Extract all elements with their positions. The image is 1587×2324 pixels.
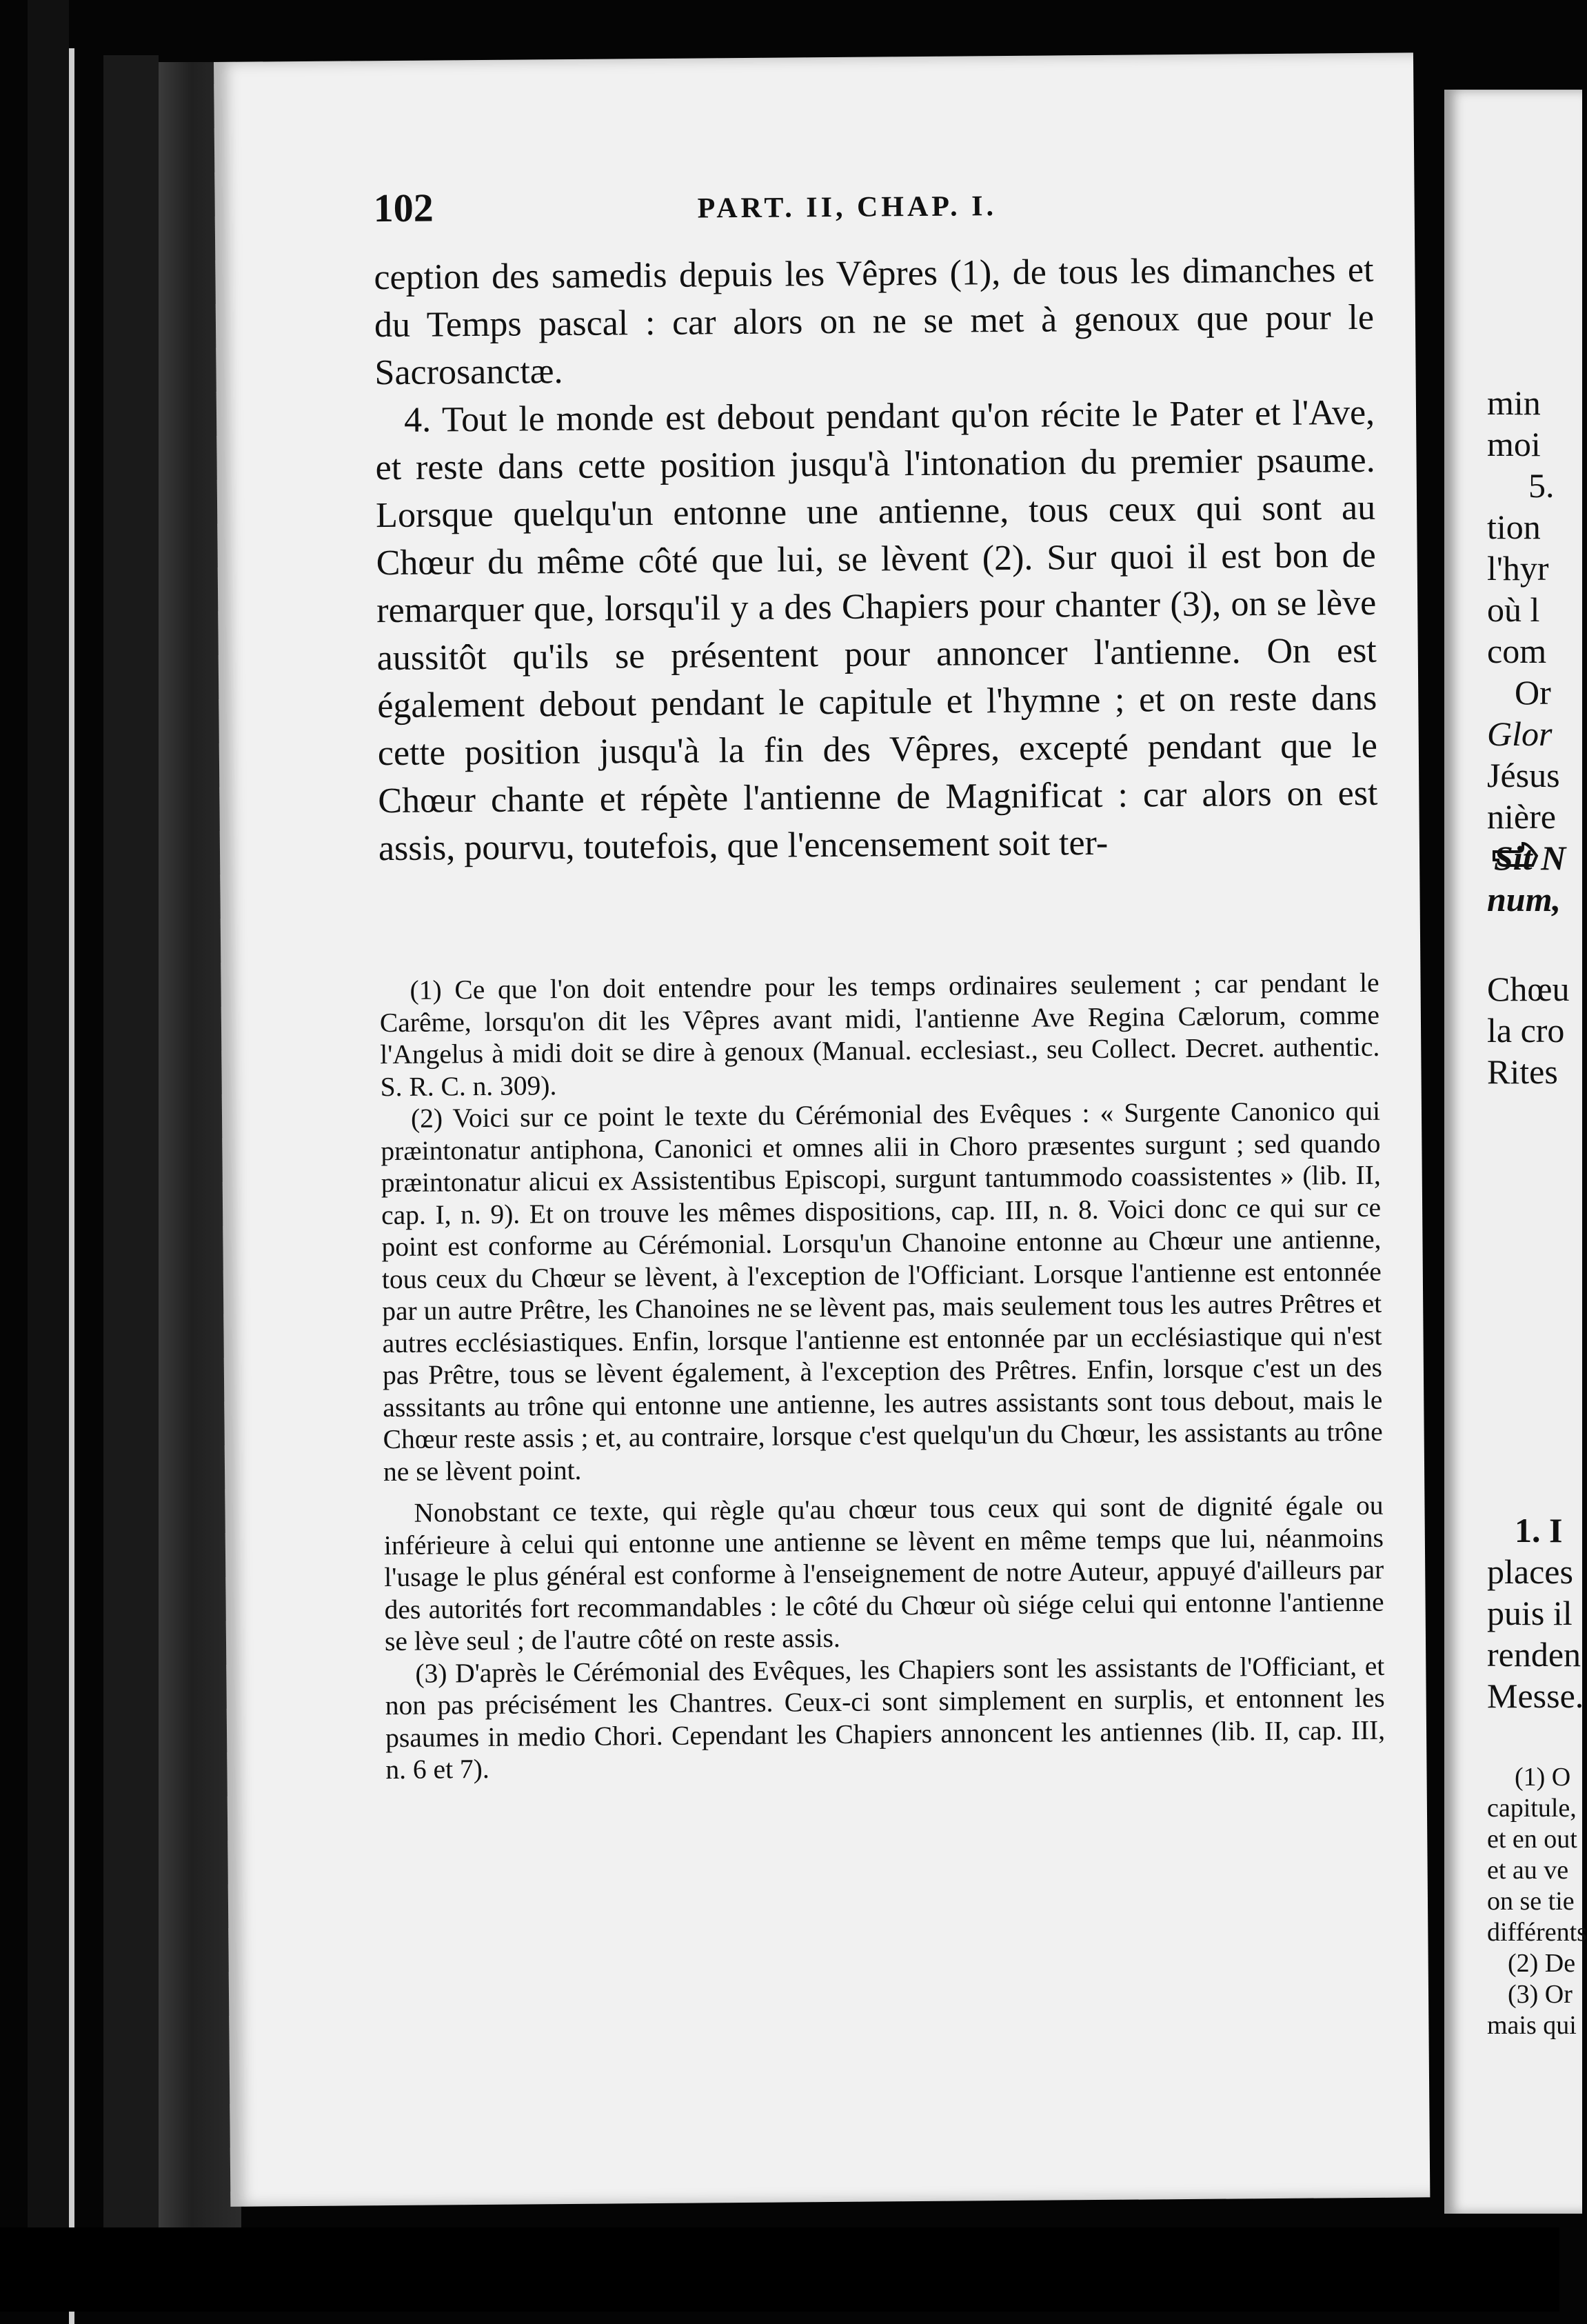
facing-fragment: 1. I — [1515, 1511, 1563, 1550]
facing-fragment: 5. — [1528, 466, 1555, 505]
facing-fragment: moi — [1487, 425, 1541, 463]
pointing-hand-icon — [1491, 838, 1539, 872]
body-paragraph: ception des samedis depuis les Vêpres (1), de tous les dimanches et du Temps pascal : car alors on ne se met à genoux que pour le Sacrosanctæ. — [374, 250, 1375, 393]
facing-fragment: num, — [1487, 880, 1561, 919]
facing-fragment: l'hyr — [1487, 549, 1549, 588]
facing-fragment: où l — [1487, 590, 1540, 629]
footnote: (1) Ce que l'on doit entendre pour les temps ordinaires seulement ; car pendant le Carême, lorsqu'on dit les Vêpres avant midi, l'antienne Ave Regina Cælorum, comme l'Angelus à midi doit se dire à genoux (Manual. ecclesiast., seu Collect. Decret. authentic. S. R. C. n. 309). — [379, 967, 1380, 1102]
facing-fragment: Sit N — [1494, 839, 1566, 877]
facing-fragment: Messe. — [1487, 1676, 1584, 1715]
footnote: (2) Voici sur ce point le texte du Cérémonial des Evêques : « Surgente Canonico qui præintonatur antiphona, Canonici et omnes alii in Choro præsentes surgunt ; sed quando præintonatur alicui ex Assistentibus Episcopi, surgunt tantummodo coassistentes » (lib. II, cap. I, n. 9). Et on trouve les mêmes dispositions, cap. III, n. 8. Voici donc ce qui sur ce point est conforme au Cérémonial. Lorsqu'un Chanoine entonne au Chœur une antienne, tous ceux du Chœur se lèvent, à l'exception de l'Officiant. Lorsque l'antienne est entonnée par un autre Prêtre, les Chanoines ne se lèvent pas, mais seulement tous les autres Prêtres et autres ecclésiastiques. Enfin, lorsque l'antienne est entonnée par un ecclésiastique qui n'est pas Prêtre, tous se lèvent également, à l'exception des Prêtres. Enfin, lorsque c'est un des asssitants au trône qui entonne une antienne, les autres assistants sont tous debout, mais le Chœur reste assis ; et, au contraire, lorsque c'est quelqu'un du Chœur, les assistants au trône ne se lèvent point. — [381, 1095, 1383, 1487]
facing-fragment: nière — [1487, 797, 1556, 836]
binding-edge — [103, 55, 159, 2283]
facing-fragment: (3) Or — [1508, 1980, 1573, 2009]
facing-fragment: Glor — [1487, 714, 1553, 753]
facing-fragment: Rites — [1487, 1052, 1558, 1091]
facing-fragment: Chœu — [1487, 970, 1570, 1008]
binding-shadow — [28, 0, 69, 2312]
facing-fragment: (2) De — [1508, 1949, 1576, 1978]
footnote: (3) D'après le Cérémonial des Evêques, les Chapiers sont les assistants de l'Officiant, et non pas précisément les Chantres. Ceux-ci sont simplement en surplis, et entonnent les psaumes in medio Chori. Cependant les Chapiers annoncent les antiennes (lib. II, cap. III, n. 6 et 7). — [385, 1650, 1386, 1785]
page-edge-line — [69, 48, 74, 2324]
body-paragraph: 4. Tout le monde est debout pendant qu'on récite le Pater et l'Ave, et reste dans cette position jusqu'à l'intonation du premier psaume. Lorsque quelqu'un entonne une antienne, tous ceux qui sont au Chœur du même côté que lui, se lèvent (2). Sur quoi il est bon de remarquer que, lorsqu'il y a des Chapiers pour chanter (3), on se lève aussitôt qu'ils se présentent pour annoncer l'antienne. On est également debout pendant le capitule et l'hymne ; et on reste dans cette position jusqu'à la fin des Vêpres, excepté pendant que le Chœur chante et répète l'antienne de Magnificat : car alors on est assis, pourvu, toutefois, que l'encensement soit ter- — [375, 392, 1378, 869]
book-page — [214, 52, 1430, 2207]
facing-fragment: et au ve — [1487, 1856, 1569, 1885]
facing-fragment: puis il — [1487, 1594, 1573, 1632]
facing-fragment: tion — [1487, 508, 1541, 546]
page-number: 102 — [373, 185, 434, 231]
facing-fragment: on se tie — [1487, 1887, 1575, 1916]
facing-fragment: (1) O — [1515, 1763, 1571, 1792]
facing-fragment: renden — [1487, 1635, 1581, 1674]
footnotes — [379, 967, 1385, 1786]
facing-fragment: places — [1487, 1552, 1573, 1591]
facing-fragment: Jésus — [1487, 756, 1560, 794]
facing-fragment: Or — [1515, 673, 1551, 712]
facing-fragment: et en out — [1487, 1825, 1577, 1854]
facing-fragment: com — [1487, 632, 1547, 670]
main-text — [374, 246, 1378, 872]
facing-page — [1444, 90, 1587, 2214]
footnote: Nonobstant ce texte, qui règle qu'au chœur tous ceux qui sont de dignité égale ou inférieure à celui qui entonne une antienne se lèvent en même temps que lui, néanmoins l'usage le plus général est conforme à l'enseignement de notre Auteur, appuyé d'ailleurs par des autorités fort recommandables : le côté du Chœur où siége celui qui entonne l'antienne se lève seul ; de l'autre côté on reste assis. — [383, 1490, 1384, 1657]
facing-fragment: différents — [1487, 1918, 1587, 1947]
scan-bottom-border — [0, 2227, 1559, 2312]
chapter-heading: PART. II, CHAP. I. — [697, 190, 998, 225]
running-head — [373, 177, 1373, 247]
facing-fragment: min — [1487, 383, 1541, 422]
facing-fragment: la cro — [1487, 1011, 1565, 1050]
facing-fragment: capitule, — [1487, 1794, 1577, 1823]
facing-fragment: mais qui — [1487, 2011, 1577, 2040]
